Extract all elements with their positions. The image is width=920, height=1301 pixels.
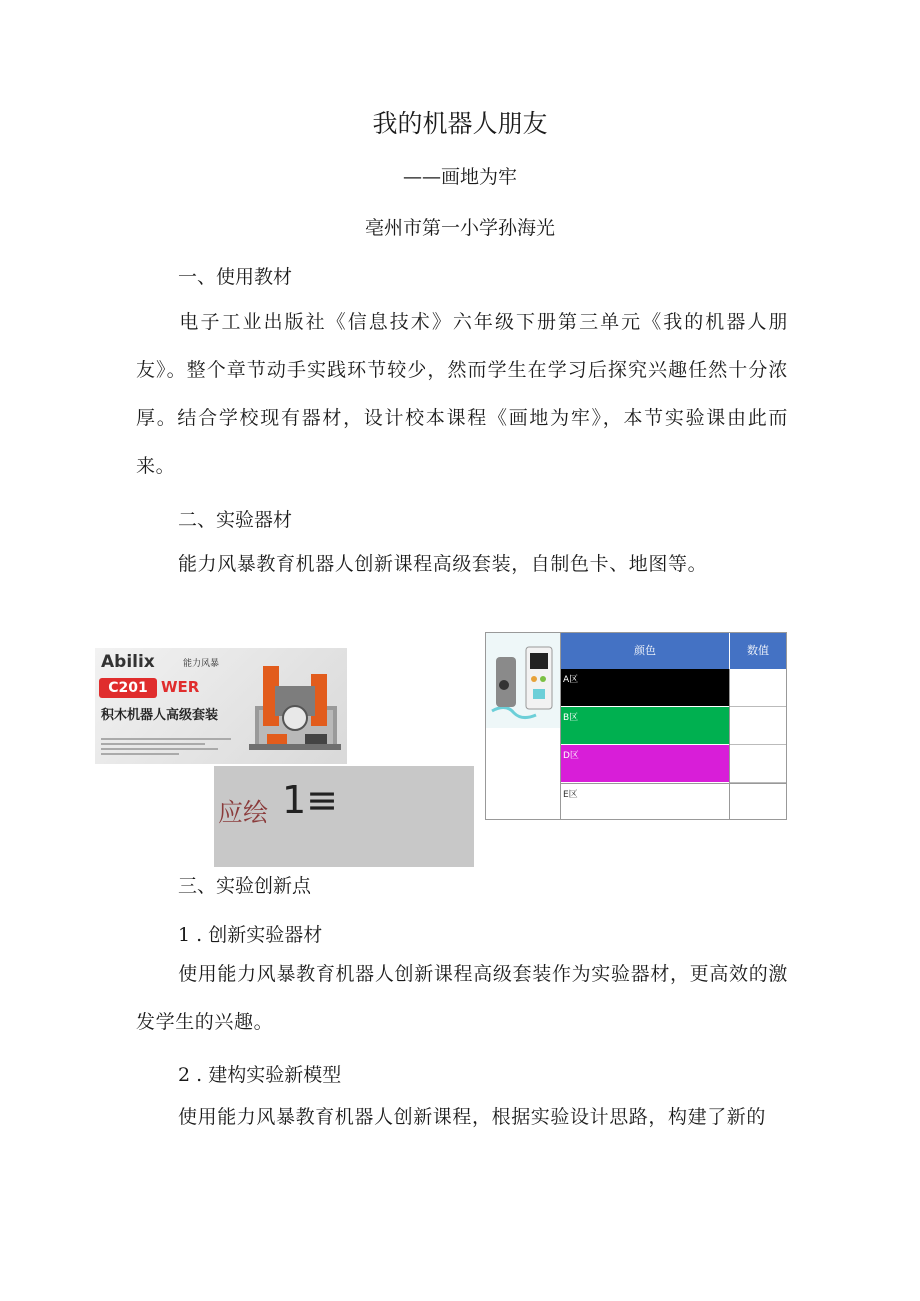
zone-b-value-cell[interactable] (730, 707, 786, 745)
innovation-item-1-heading: 1 . 创新实验器材 (178, 924, 323, 946)
document-subtitle: ——画地为牢 (402, 166, 517, 188)
color-card-table (485, 632, 787, 820)
kit-fine-print (101, 738, 231, 758)
innovation-item-2-heading: 2 . 建构实验新模型 (178, 1064, 342, 1086)
zone-a-label: A区 (563, 675, 579, 685)
kit-model-badge: C201 (99, 678, 157, 698)
section-paragraph-materials-text: 电子工业出版社《信息技术》六年级下册第三单元《我的机器人朋友》。整个章节动手实践环节较少，然而学生在学习后探究兴趣任然十分浓厚。结合学校现有器材，设计校本课程《画地为牢》，本节实验课由此而来。 (136, 311, 788, 477)
section-heading-equipment: 二、实验器材 (178, 509, 293, 531)
document-author: 亳州市第一小学孙海光 (364, 217, 555, 239)
zone-d-value-cell[interactable] (730, 745, 786, 783)
zone-e-value-cell[interactable] (730, 783, 786, 819)
document-title: 我的机器人朋友 (372, 109, 548, 138)
section-paragraph-equipment-text: 能力风暴教育机器人创新课程高级套装，自制色卡、地图等。 (178, 553, 708, 575)
section-heading-innovations: 三、实验创新点 (178, 875, 312, 897)
placeholder-mark: 1≡ (282, 778, 339, 822)
innovation-item-1-paragraph (136, 950, 788, 1046)
zone-a-value-cell[interactable] (730, 669, 786, 707)
zone-e-label: E区 (563, 790, 578, 800)
innovation-item-2-paragraph (136, 1093, 788, 1141)
zone-a-swatch (561, 669, 729, 707)
zone-d-label: D区 (563, 751, 579, 761)
kit-name: 积木机器人高级套装 (101, 708, 219, 723)
kit-brand-cn: 能力风暴 (183, 659, 220, 669)
sensor-device-illustration (486, 633, 560, 728)
kit-brand: Abilix (101, 652, 155, 672)
zone-b-swatch (561, 707, 729, 745)
zone-e-swatch (561, 783, 729, 819)
robot-kit-image (95, 648, 347, 764)
robot-illustration (245, 656, 345, 760)
section-paragraph-equipment (136, 540, 788, 588)
section-paragraph-materials (136, 298, 788, 490)
innovation-item-2-text: 使用能力风暴教育机器人创新课程，根据实验设计思路，构建了新的 (178, 1106, 767, 1128)
section-heading-materials: 一、使用教材 (178, 266, 293, 288)
zone-d-swatch (561, 745, 729, 783)
innovation-item-1-text: 使用能力风暴教育机器人创新课程高级套装作为实验器材，更高效的激发学生的兴趣。 (136, 963, 788, 1033)
color-header: 颜色 (561, 633, 730, 669)
kit-model-suffix: WER (161, 678, 200, 696)
placeholder-text: 应绘 (218, 798, 269, 827)
value-header: 数值 (730, 633, 786, 669)
zone-b-label: B区 (563, 713, 579, 723)
